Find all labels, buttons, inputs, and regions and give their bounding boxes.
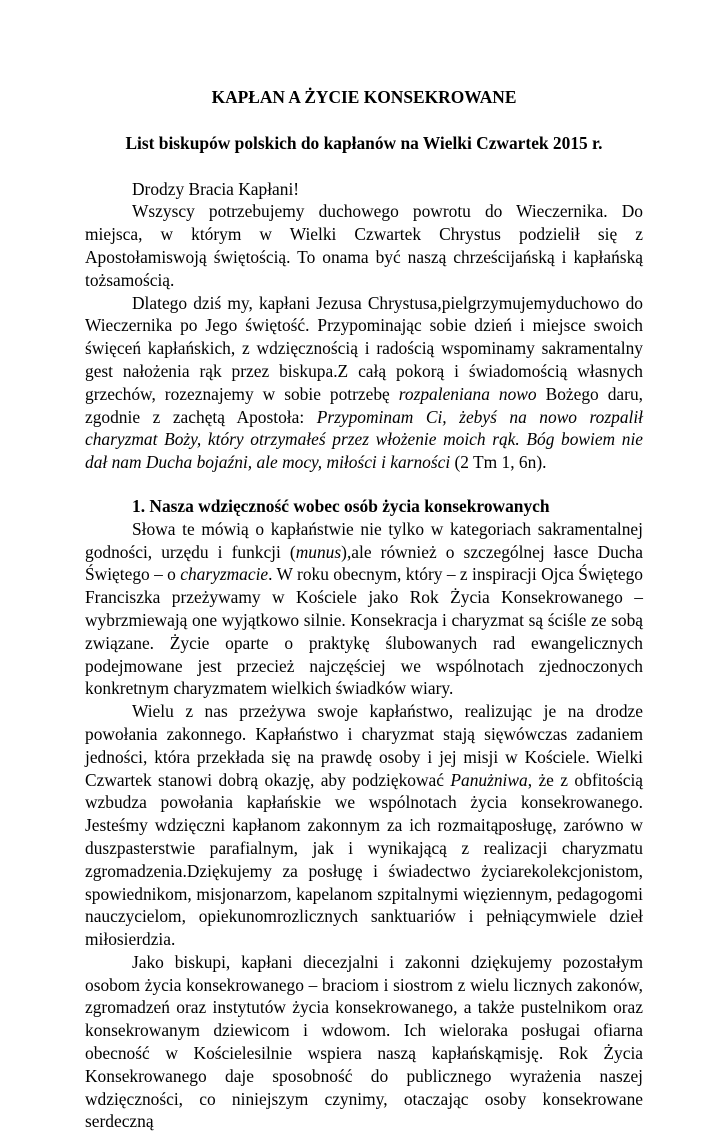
italic-run: charyzmacie [180, 564, 269, 585]
greeting: Drodzy Bracia Kapłani! [132, 178, 300, 199]
section-title: . Nasza wdzięczność wobec osób życia konsekrowanych [140, 495, 550, 516]
italic-run: rozpaleniana nowo [398, 383, 537, 404]
text-run: Słowa te mówią o kapłaństwie nie tylko w kategoriach sakramentalnej godności, urzędu i funkcji ( [85, 518, 643, 562]
document-title: KAPŁAN A ŻYCIE KONSEKROWANE [211, 87, 517, 107]
intro-paragraph-1: Wszyscy potrzebujemy duchowego powrotu do Wieczernika. Do miejsca, w którym w Wielki Czwartek Chrystus podzielił się z Apostołamiswoją świętością. To onama być naszą chrześcijańską i kapłańską tożsamością. [85, 201, 643, 290]
text-run: Wielu z nas przeżywa swoje kapłaństwo, realizując je na drodze powołania zakonnego. Kapłaństwo i charyzmat stają sięwówczas zadaniem jedności, która przekłada się na prawdę osoby i jej misji w Kościele. Wielki Czwartek stanowi dobrą okazję, aby podziękować [85, 701, 643, 790]
intro-paragraph-2 [85, 292, 643, 474]
document-subtitle: List biskupów polskich do kapłanów na Wielki Czwartek 2015 r. [125, 132, 603, 153]
section-heading [85, 495, 643, 518]
text-run: . W roku obecnym, który – z inspiracji Ojca Świętego Franciszka przeżywamy w Kościele jako Rok Życia Konsekrowanego – wybrzmiewają one wyjątkowo silnie. Konsekracja i charyzmat są ściśle ze sobą związane. Życie oparte o praktykę ślubowanych rad ewangelicznych podejmowane jest przecież najczęściej we wspólnotach zjednoczonych konkretnym charyzmatem wielkich świadków wiary. [85, 564, 644, 699]
section1-paragraph-1 [85, 518, 643, 700]
section1-paragraph-3: Jako biskupi, kapłani diecezjalni i zakonni dziękujemy pozostałym osobom życia konsekrowanego – braciom i siostrom z wielu licznych zakonów, zgromadzeń oraz instytutów życia konsekrowanego, a także pustelnikom oraz konsekrowanym dziewicom i wdowom. Ich wieloraka posługai ofiarna obecność w Kościelesilnie wspiera naszą kapłańskąmisję. Rok Życia Konsekrowanego daje sposobność do publicznego wyrażenia naszej wdzięczności, co niniejszym czynimy, otaczając osoby konsekrowane serdeczną [85, 951, 643, 1132]
text-run: ),ale również o szczególnej łasce Ducha Świętego – o [85, 541, 644, 585]
italic-run: munus [295, 541, 342, 562]
scripture-reference: (2 Tm 1, 6n). [450, 452, 547, 473]
italic-run: Panużniwa [450, 769, 528, 790]
section-number: 1 [132, 495, 141, 516]
text-run: , że z obfitością wzbudza powołania kapłańskie we wspólnotach życia konsekrowanego. Jesteśmy wdzięczni kapłanom zakonnym za ich rozmaitąposługę, zarówno w duszpasterstwie parafialnym, jak i wynikającą z realizacji charyzmatu zgromadzenia.Dziękujemy za posługę i świadectwo życiarekolekcjonistom, spowiednikom, misjonarzom, kapelanom szpitalnymi więziennym, pedagogomi nauczycielom, opiekunomrozlicznych sanktuariów i pełniącymwiele dzieł miłosierdzia. [85, 769, 643, 950]
text-run: Dlatego dziś my, kapłani Jezusa Chrystusa,pielgrzymujemyduchowo do Wieczernika po Jego świętość. Przypominając sobie dzień i miejsce swoich święceń kapłańskich, z wdzięcznością i radością wspominamy sakramentalny gest nałożenia rąk przez biskupa.Z całą pokorą i świadomością własnych grzechów, rozeznajemy w sobie potrzebę [85, 292, 643, 404]
scripture-quote: Przypominam Ci, żebyś na nowo rozpalił charyzmat Boży, który otrzymałeś przez włożenie moich rąk. Bóg bowiem nie dał nam Ducha bojaźni, ale mocy, miłości i karności [85, 406, 644, 473]
section1-paragraph-2 [85, 700, 643, 951]
text-run: Bożego daru, zgodnie z zachętą Apostoła: [85, 383, 643, 427]
